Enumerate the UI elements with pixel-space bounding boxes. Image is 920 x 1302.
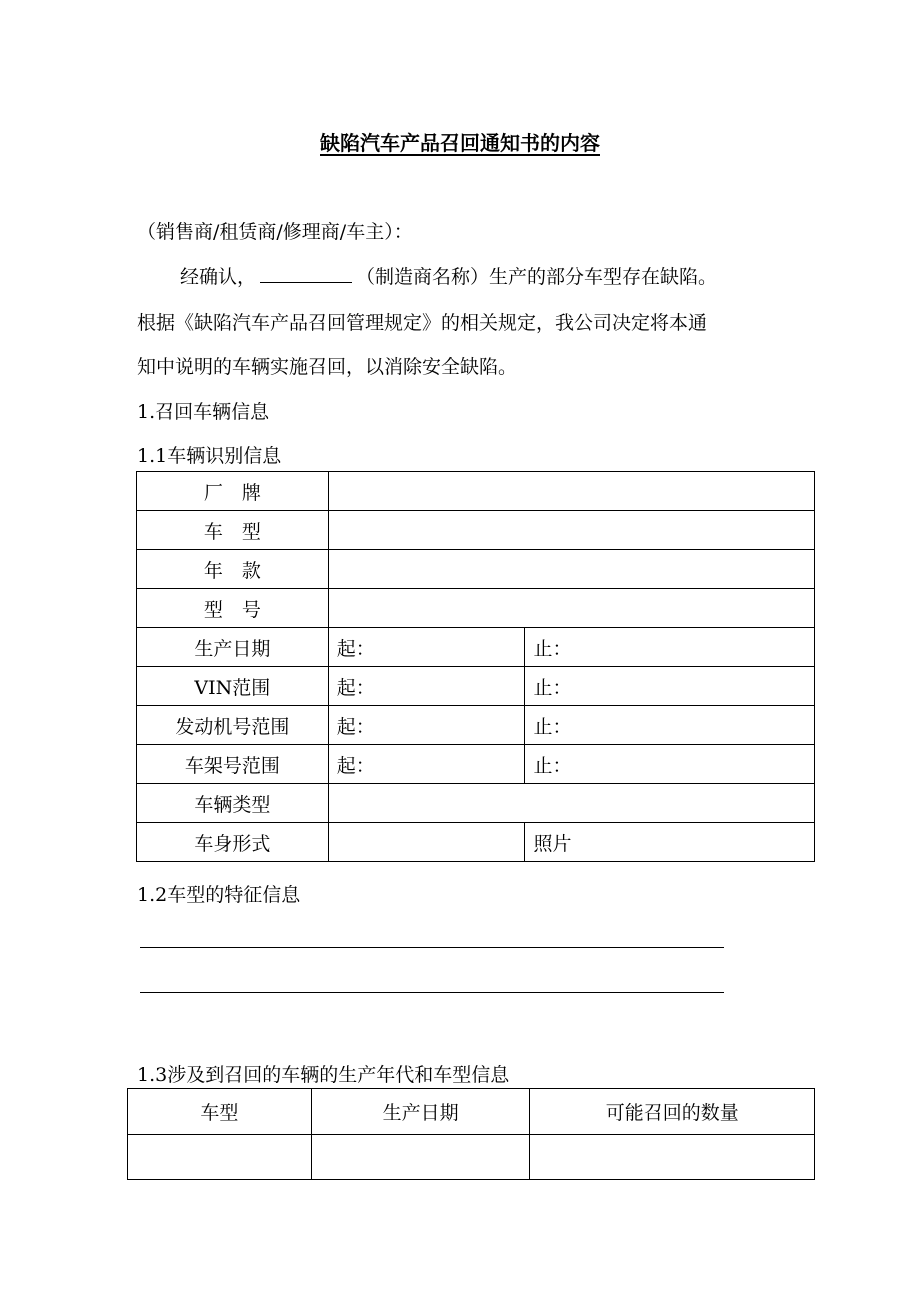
- fill-line-1[interactable]: [140, 947, 724, 948]
- table-row: [128, 1135, 815, 1180]
- from-cell[interactable]: 起：: [328, 745, 525, 784]
- column-header: 可能召回的数量: [530, 1089, 815, 1135]
- photo-cell[interactable]: 照片: [525, 823, 815, 862]
- row-label: 年 款: [137, 550, 329, 589]
- column-header: 生产日期: [311, 1089, 530, 1135]
- vehicle-identification-table: [136, 471, 815, 862]
- row-label: 型 号: [137, 589, 329, 628]
- to-cell[interactable]: 止：: [525, 628, 815, 667]
- row-label: VIN范围: [137, 667, 329, 706]
- table-row: [137, 745, 815, 784]
- table-row: [137, 511, 815, 550]
- to-cell[interactable]: 止：: [525, 667, 815, 706]
- row-label: 车辆类型: [137, 784, 329, 823]
- value-cell[interactable]: [328, 823, 525, 862]
- table-row: [137, 472, 815, 511]
- page-title: 缺陷汽车产品召回通知书的内容: [320, 131, 600, 155]
- to-cell[interactable]: 止：: [525, 706, 815, 745]
- paragraph-1: [180, 262, 717, 289]
- section-1-heading: 1.召回车辆信息: [137, 401, 270, 423]
- table-row: [137, 667, 815, 706]
- row-label: 车身形式: [137, 823, 329, 862]
- manufacturer-blank[interactable]: [260, 264, 352, 283]
- salutation: （销售商/租赁商/修理商/车主）：: [137, 221, 413, 243]
- row-label: 车架号范围: [137, 745, 329, 784]
- row-label: 发动机号范围: [137, 706, 329, 745]
- value-cell[interactable]: [328, 589, 814, 628]
- table-row: [137, 550, 815, 589]
- row-label: 厂 牌: [137, 472, 329, 511]
- from-cell[interactable]: 起：: [328, 667, 525, 706]
- row-label: 车 型: [137, 511, 329, 550]
- fill-line-2[interactable]: [140, 992, 724, 993]
- paragraph-3: 知中说明的车辆实施召回，以消除安全缺陷。: [137, 356, 518, 378]
- to-cell[interactable]: 止：: [525, 745, 815, 784]
- table-row: [137, 706, 815, 745]
- empty-cell[interactable]: [128, 1135, 312, 1180]
- from-cell[interactable]: 起：: [328, 706, 525, 745]
- para1-suffix: （制造商名称）生产的部分车型存在缺陷。: [356, 266, 718, 288]
- row-label: 生产日期: [137, 628, 329, 667]
- para1-prefix: 经确认，: [180, 266, 257, 288]
- section-1-3-heading: 1.3涉及到召回的车辆的生产年代和车型信息: [137, 1064, 510, 1086]
- production-info-table: [127, 1088, 815, 1180]
- value-cell[interactable]: [328, 472, 814, 511]
- section-1-1-heading: 1.1车辆识别信息: [137, 445, 282, 467]
- value-cell[interactable]: [328, 784, 814, 823]
- empty-cell[interactable]: [311, 1135, 530, 1180]
- table-row: [137, 823, 815, 862]
- paragraph-2: 根据《缺陷汽车产品召回管理规定》的相关规定，我公司决定将本通: [137, 312, 708, 334]
- empty-cell[interactable]: [530, 1135, 815, 1180]
- table-header-row: [128, 1089, 815, 1135]
- table-row: [137, 784, 815, 823]
- value-cell[interactable]: [328, 511, 814, 550]
- table-row: [137, 589, 815, 628]
- column-header: 车型: [128, 1089, 312, 1135]
- table-row: [137, 628, 815, 667]
- from-cell[interactable]: 起：: [328, 628, 525, 667]
- section-1-2-heading: 1.2车型的特征信息: [137, 884, 301, 906]
- value-cell[interactable]: [328, 550, 814, 589]
